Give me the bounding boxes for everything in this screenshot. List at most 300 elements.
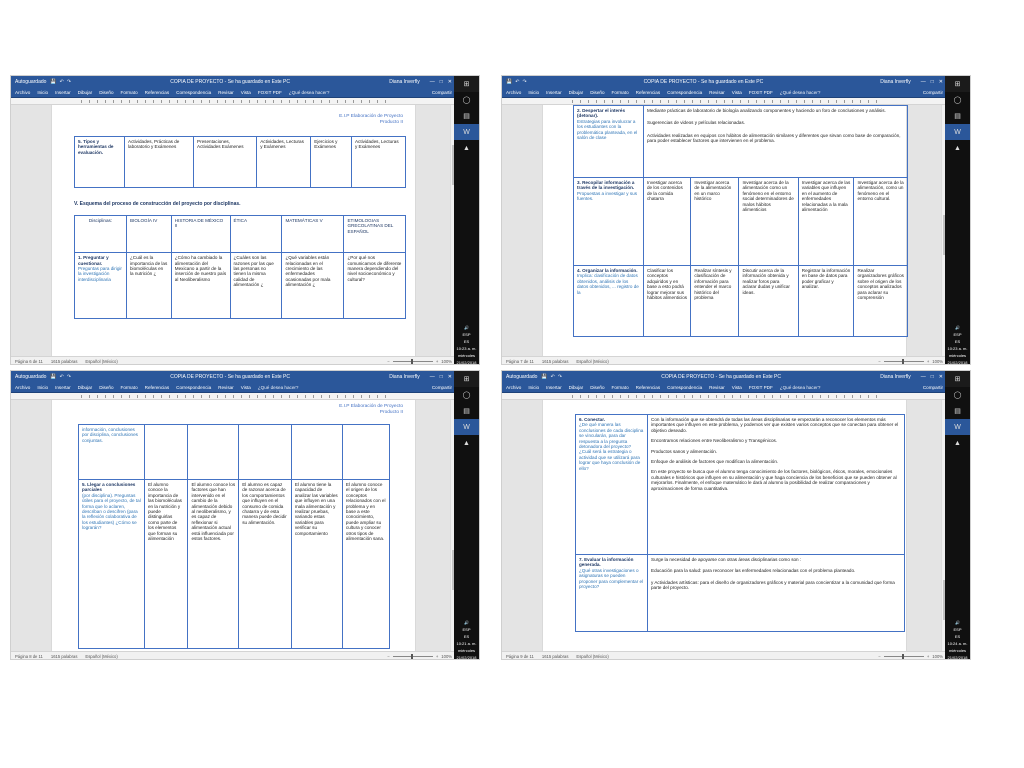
lang-sub: ES bbox=[954, 339, 961, 344]
ribbon-tabs bbox=[502, 383, 947, 393]
tab-dibujar[interactable]: Dibujar bbox=[568, 385, 584, 390]
window-controls bbox=[430, 79, 452, 85]
tab-inicio[interactable]: Inicio bbox=[528, 385, 540, 390]
cell-paragraph: Encontramos relaciones entre Neoliberalismo y Transgénicos. bbox=[651, 438, 778, 444]
tab-diseno[interactable]: Diseño bbox=[99, 90, 114, 95]
row-label-detail: Propuestas a investigar y sus fuentes. bbox=[577, 190, 638, 202]
zoom-control[interactable] bbox=[878, 654, 943, 659]
word-taskbar-icon[interactable]: W bbox=[945, 124, 970, 140]
table-cell: Actividades, Lecturas y Exámenes bbox=[257, 137, 311, 188]
clock-day: miércoles bbox=[457, 353, 476, 358]
header-title: E.I.P Elaboración de Proyecto bbox=[339, 114, 403, 119]
zoom-out-icon[interactable]: − bbox=[387, 359, 390, 364]
document-area bbox=[11, 105, 456, 356]
table-cell bbox=[342, 425, 389, 480]
tab-revisar[interactable]: Revisar bbox=[218, 90, 234, 95]
word-window-page7 bbox=[501, 75, 971, 365]
row-label: 6. Conectar. bbox=[579, 417, 606, 422]
undo-icon[interactable]: ↶ bbox=[515, 79, 520, 85]
undo-icon[interactable]: ↶ bbox=[59, 79, 64, 85]
close-icon[interactable]: ✕ bbox=[938, 79, 943, 85]
task-view-icon[interactable]: ▤ bbox=[954, 408, 961, 415]
tab-insertar[interactable]: Insertar bbox=[546, 385, 562, 390]
windows-start-icon[interactable]: ⊞ bbox=[454, 76, 479, 92]
zoom-slider[interactable] bbox=[393, 361, 433, 362]
save-icon[interactable]: 💾 bbox=[541, 374, 548, 380]
table-cell: Actividades, Lecturas y Exámenes bbox=[351, 137, 405, 188]
page-count[interactable]: Página 7 de 11 bbox=[506, 359, 534, 364]
ribbon-tabs bbox=[502, 88, 947, 98]
user-name[interactable]: Diana Inverfly bbox=[389, 374, 420, 380]
table-cell: ¿Qué variables están relacionadas en el crecimiento de las enfermedades ocasionadas por mala alimentación ¿ bbox=[282, 253, 344, 319]
header-title: E.I.P Elaboración de Proyecto bbox=[339, 404, 403, 409]
title-bar bbox=[502, 76, 947, 88]
status-bar bbox=[502, 356, 947, 365]
evaluation-table bbox=[74, 136, 406, 188]
row-label-detail: ¿De qué manera las conclusiones de cada disciplina se vincularán, para dar respuesta a la pregunta detonadora del proyecto? ¿Cuál será la estrategia o actividad que se utilizará para lograr que haya conclusión de ello? bbox=[579, 422, 644, 471]
tab-foxit-pdf[interactable]: FOXIT PDF bbox=[748, 385, 773, 390]
row-label-detail: Preguntas para dirigir la investigación interdisciplinaria bbox=[78, 266, 122, 282]
table-row bbox=[574, 266, 908, 337]
table-cell: Investigar acerca de la alimentación como un fenómeno en el entorno social determinadores de malos hábitos alimenticios bbox=[739, 178, 798, 266]
zoom-in-icon[interactable]: + bbox=[926, 359, 930, 364]
language-status[interactable]: Español (México) bbox=[85, 654, 118, 659]
photos-taskbar-icon[interactable]: ▲ bbox=[463, 439, 470, 447]
row-label-cell bbox=[576, 555, 648, 632]
maximize-icon[interactable]: □ bbox=[930, 374, 934, 380]
tell-me-search[interactable]: ¿Qué desea hacer? bbox=[288, 90, 330, 95]
row-label-detail: (por disciplina). Preguntas útiles para el proyecto, de tal forma que lo aclaren, describan o descifren (para la reflexión colaborativa de los estudiantes) ¿Cómo se lograrán? bbox=[82, 492, 141, 531]
close-icon[interactable]: ✕ bbox=[447, 79, 452, 85]
window-controls bbox=[430, 374, 452, 380]
tab-correspondencia[interactable]: Correspondencia bbox=[176, 385, 212, 390]
tell-me-search[interactable]: ¿Qué desea hacer? bbox=[779, 385, 821, 390]
tab-referencias[interactable]: Referencias bbox=[144, 385, 170, 390]
cell-paragraph: En este proyecto se busca que el alumno tenga conocimiento de los factores, biológicos, éticos, morales, emocionales culturales e históricos que influyen en su alimentación y que haga conciencia de los beneficios que se pueden obtener al mejorarlos. Finalmente, el enfoque matemático le dará al alumno la posibilidad de realizar comparaciones y aproximaciones de forma cuantitativa. bbox=[651, 469, 897, 491]
horizontal-ruler[interactable] bbox=[502, 98, 947, 105]
lang-indicator[interactable]: ESP bbox=[462, 627, 471, 632]
clock-day: miércoles bbox=[457, 648, 476, 653]
tab-diseno[interactable]: Diseño bbox=[99, 385, 114, 390]
zoom-level[interactable]: 100% bbox=[932, 359, 943, 364]
process-table bbox=[78, 424, 390, 649]
cell-paragraph: Productos sanos y alimentación. bbox=[651, 448, 718, 454]
horizontal-ruler[interactable] bbox=[11, 393, 456, 400]
system-tray bbox=[945, 324, 970, 365]
title-bar bbox=[11, 371, 456, 383]
title-bar bbox=[11, 76, 456, 88]
autosave-label[interactable]: Autoguardado bbox=[15, 374, 47, 380]
row-label-detail: Estrategias para involucrar a los estudiantes con la problemática planteada, en el salón de clase bbox=[577, 118, 638, 141]
volume-icon[interactable]: 🔊 bbox=[955, 620, 960, 625]
photos-taskbar-icon[interactable]: ▲ bbox=[954, 439, 961, 447]
row-label: 2. Despertar el interés (detonar). bbox=[577, 108, 626, 119]
clock-time[interactable]: 10:21 a. m. bbox=[456, 641, 477, 646]
tab-formato[interactable]: Formato bbox=[120, 90, 138, 95]
language-status[interactable]: Español (México) bbox=[85, 359, 118, 364]
table-cell: El alumno conoce el origen de los conceptos relacionados con el problema y en base a este conocimiento, puede ampliar su cultura y conocer otros tipos de alimentación sana. bbox=[342, 480, 389, 649]
clock-day: miércoles bbox=[948, 353, 967, 358]
windows-start-icon[interactable]: ⊞ bbox=[945, 76, 970, 92]
row-label: 4. Organizar la información. bbox=[577, 268, 638, 273]
clock-time[interactable]: 10:23 a. m. bbox=[947, 346, 968, 351]
table-cell: ¿Cómo ha cambiado la alimentación del Mexicano a partir de la inserción de nuestro país al Neoliberalismo bbox=[171, 253, 230, 319]
share-button[interactable]: Compartir bbox=[922, 90, 943, 95]
tell-me-search[interactable]: ¿Qué desea hacer? bbox=[779, 90, 821, 95]
table-cell: 5. Tipos y herramientas de evaluación. bbox=[75, 137, 125, 188]
column-header: ETIMOLOGIAS GRECOLATINAS DEL ESPAÑOL bbox=[344, 216, 406, 253]
word-app bbox=[11, 371, 456, 660]
windows-taskbar bbox=[945, 371, 970, 660]
window-controls bbox=[921, 374, 943, 380]
column-header: HISTORIA DE MÉXICO II bbox=[171, 216, 230, 253]
row-label-cell bbox=[574, 266, 644, 337]
tab-vista[interactable]: Vista bbox=[731, 385, 742, 390]
zoom-in-icon[interactable]: + bbox=[435, 654, 439, 659]
horizontal-ruler[interactable] bbox=[11, 98, 456, 105]
table-cell: Realizar organizadores gráficos sobre el origen de los conceptos analizados para aclarar su comprensión bbox=[854, 266, 908, 337]
table-row bbox=[79, 480, 390, 649]
table-row bbox=[75, 137, 406, 188]
word-app bbox=[11, 76, 456, 365]
language-status[interactable]: Español (México) bbox=[576, 654, 609, 659]
header-subtitle: Producto II bbox=[379, 410, 403, 415]
tab-revisar[interactable]: Revisar bbox=[709, 385, 725, 390]
quick-access-toolbar bbox=[50, 79, 71, 85]
redo-icon[interactable]: ↷ bbox=[66, 374, 72, 380]
tab-vista[interactable]: Vista bbox=[240, 385, 251, 390]
task-view-icon[interactable]: ▤ bbox=[463, 113, 470, 120]
process-table bbox=[575, 414, 905, 632]
document-title: COPIA DE PROYECTO - Se ha guardado en Este PC bbox=[170, 79, 290, 85]
tab-dibujar[interactable]: Dibujar bbox=[77, 385, 93, 390]
tab-archivo[interactable]: Archivo bbox=[506, 385, 522, 390]
zoom-out-icon[interactable]: − bbox=[878, 359, 881, 364]
autosave-label[interactable]: Autoguardado bbox=[15, 79, 47, 85]
word-app bbox=[502, 371, 947, 660]
table-cell: Investigar acerca de la alimentación, como un fenómeno en el entorno cultural. bbox=[854, 178, 908, 266]
table-cell: El alumno conoce los factores que han intervenido en el cambio de la alimentación debido al neoliberalismo, y es capaz de reflexionar si alimentación actual está influenciada por estos factores. bbox=[188, 480, 239, 649]
share-button[interactable]: Compartir bbox=[922, 385, 943, 390]
row-label: 5. Llegar a conclusiones parciales bbox=[82, 482, 136, 493]
cortana-icon[interactable]: ◯ bbox=[462, 392, 471, 399]
zoom-slider[interactable] bbox=[884, 656, 924, 657]
word-app bbox=[502, 76, 947, 365]
minimize-icon[interactable]: — bbox=[429, 374, 435, 380]
clock-date: 21/02/2018 bbox=[456, 655, 477, 660]
row-label: 3. Recopilar información a través de la investigación. bbox=[577, 180, 635, 191]
tab-referencias[interactable]: Referencias bbox=[144, 90, 170, 95]
table-row bbox=[574, 178, 908, 266]
zoom-control[interactable] bbox=[878, 359, 943, 364]
redo-icon[interactable]: ↷ bbox=[522, 79, 527, 85]
table-row bbox=[576, 415, 905, 555]
row-label-detail: ¿Qué otras investigaciones o asignaturas se pueden proponer para complementar el proyecto? bbox=[579, 567, 644, 590]
clock-date: 21/02/2018 bbox=[456, 360, 477, 365]
system-tray bbox=[945, 619, 970, 660]
tab-inicio[interactable]: Inicio bbox=[37, 385, 49, 390]
clock-day: miércoles bbox=[948, 648, 967, 653]
word-count[interactable]: 1615 palabras bbox=[50, 359, 78, 364]
table-cell: Investigar acerca de la alimentación en un marco histórico bbox=[691, 178, 739, 266]
user-name[interactable]: Diana Inverfly bbox=[880, 79, 911, 85]
minimize-icon[interactable]: — bbox=[920, 79, 926, 85]
cell-paragraph: Educación para la salud: para reconocer las enfermedades relacionadas con el problema planteado. bbox=[651, 568, 856, 574]
undo-icon[interactable]: ↶ bbox=[550, 374, 555, 380]
tab-referencias[interactable]: Referencias bbox=[635, 90, 661, 95]
tab-foxit-pdf[interactable]: FOXIT PDF bbox=[748, 90, 773, 95]
horizontal-ruler[interactable] bbox=[502, 393, 947, 400]
column-header: Disciplinas: bbox=[75, 216, 127, 253]
status-bar bbox=[11, 356, 456, 365]
tab-inicio[interactable]: Inicio bbox=[528, 90, 540, 95]
photos-taskbar-icon[interactable]: ▲ bbox=[954, 144, 961, 152]
clock-time[interactable]: 10:24 a. m. bbox=[947, 641, 968, 646]
row-label: 7. Evaluar la información generada. bbox=[579, 557, 634, 568]
table-cell bbox=[648, 555, 905, 632]
word-count[interactable]: 1615 palabras bbox=[541, 654, 569, 659]
table-cell: ¿Cuál es la importancia de las biomoléculas en la nutrición ¿ bbox=[127, 253, 172, 319]
autosave-label[interactable]: Autoguardado bbox=[506, 374, 538, 380]
save-icon[interactable]: 💾 bbox=[50, 374, 57, 380]
save-icon[interactable]: 💾 bbox=[506, 79, 513, 85]
row-label-cell bbox=[75, 253, 127, 319]
tab-vista[interactable]: Vista bbox=[240, 90, 251, 95]
document-page[interactable] bbox=[51, 105, 416, 356]
disciplines-table bbox=[74, 215, 406, 319]
table-cell: El alumno es capaz de razonar acerca de los comportamientos que influyen en el consumo de comida chatarra y de esta manera puede decidir su alimentación. bbox=[239, 480, 292, 649]
tab-formato[interactable]: Formato bbox=[611, 385, 629, 390]
lang-indicator[interactable]: ESP bbox=[462, 332, 471, 337]
lang-sub: ES bbox=[463, 339, 470, 344]
page-count[interactable]: Página 9 de 11 bbox=[506, 654, 534, 659]
quick-access-toolbar bbox=[506, 79, 527, 85]
redo-icon[interactable]: ↷ bbox=[557, 374, 563, 380]
page-count[interactable]: Página 6 de 11 bbox=[15, 359, 43, 364]
status-bar bbox=[11, 651, 456, 660]
table-cell: El alumno conoce la importancia de las biomoléculas en la nutrición y puede distinguirlas como parte de los elementos que forman su alimentación bbox=[145, 480, 188, 649]
table-cell: Investigar acerca de los contenidos de la comida chatarra bbox=[644, 178, 691, 266]
maximize-icon[interactable]: □ bbox=[930, 79, 934, 85]
tab-correspondencia[interactable]: Correspondencia bbox=[176, 90, 212, 95]
table-row bbox=[79, 425, 390, 480]
maximize-icon[interactable]: □ bbox=[439, 79, 443, 85]
tab-dibujar[interactable]: Dibujar bbox=[568, 90, 584, 95]
cell-paragraph: Mediante prácticas de laboratorio de biología analizando componentes y haciendo un foro de conclusiones y análisis. bbox=[647, 108, 886, 113]
tab-foxit-pdf[interactable]: FOXIT PDF bbox=[257, 90, 282, 95]
page-header bbox=[339, 404, 403, 416]
minimize-icon[interactable]: — bbox=[429, 79, 435, 85]
tab-correspondencia[interactable]: Correspondencia bbox=[667, 385, 703, 390]
word-window-page8 bbox=[10, 370, 480, 660]
cortana-icon[interactable]: ◯ bbox=[953, 392, 962, 399]
table-cell bbox=[644, 106, 908, 178]
column-header: BIOLOGÍA IV bbox=[127, 216, 172, 253]
maximize-icon[interactable]: □ bbox=[439, 374, 443, 380]
windows-taskbar bbox=[454, 76, 479, 365]
zoom-control[interactable] bbox=[387, 654, 452, 659]
table-cell: información, conclusiones por disciplina, conclusiones conjuntas. bbox=[79, 425, 145, 480]
tab-dibujar[interactable]: Dibujar bbox=[77, 90, 93, 95]
word-count[interactable]: 1615 palabras bbox=[541, 359, 569, 364]
document-title: COPIA DE PROYECTO - Se ha guardado en Este PC bbox=[170, 374, 290, 380]
tab-inicio[interactable]: Inicio bbox=[37, 90, 49, 95]
zoom-slider[interactable] bbox=[393, 656, 433, 657]
cortana-icon[interactable]: ◯ bbox=[953, 97, 962, 104]
row-label-cell bbox=[574, 178, 644, 266]
table-cell: Discutir acerca de la información obtenida y realizar foros para aclarar dudas y unificar ideas. bbox=[739, 266, 798, 337]
windows-start-icon[interactable]: ⊞ bbox=[945, 371, 970, 387]
lang-indicator[interactable]: ESP bbox=[953, 332, 962, 337]
document-title: COPIA DE PROYECTO - Se ha guardado en Este PC bbox=[661, 374, 781, 380]
tab-diseno[interactable]: Diseño bbox=[590, 90, 605, 95]
cell-paragraph: Actividades realizadas en equipos con hábitos de alimentación similares y diferentes que sirvan como base de comparación, para poder establecer factores que intervienen en el problema. bbox=[647, 132, 901, 144]
document-area bbox=[502, 105, 947, 356]
tab-archivo[interactable]: Archivo bbox=[15, 90, 31, 95]
table-cell: Realizar síntesis y clasificación de información para entender el marco histórico del problema bbox=[691, 266, 739, 337]
document-title: COPIA DE PROYECTO - Se ha guardado en Este PC bbox=[643, 79, 764, 85]
table-cell: Presentaciones, Actividades Exámenes bbox=[194, 137, 257, 188]
share-button[interactable]: Compartir bbox=[431, 90, 452, 95]
clock-date: 21/02/2018 bbox=[947, 360, 968, 365]
volume-icon[interactable]: 🔊 bbox=[955, 325, 960, 330]
document-area bbox=[502, 400, 947, 651]
minimize-icon[interactable]: — bbox=[920, 374, 926, 380]
page-count[interactable]: Página 8 de 11 bbox=[15, 654, 43, 659]
zoom-in-icon[interactable]: + bbox=[926, 654, 930, 659]
table-cell: El alumno tiene la capacidad de analizar las variables que influyen en una mala alimentación y realizar pruebas, variando estas variables para verificar su comportamiento bbox=[291, 480, 342, 649]
cell-paragraph: y Actividades artísticas: para el diseño de organizadores gráficos y material para concientizar a la comunidad que forma parte del proyecto. bbox=[651, 579, 895, 591]
table-cell: Investigar acerca de las variables que influyen en el aumento de enfermedades relacionadas a la mala alimentación bbox=[798, 178, 854, 266]
window-controls bbox=[921, 79, 943, 85]
task-view-icon[interactable]: ▤ bbox=[954, 113, 961, 120]
row-label-cell bbox=[574, 106, 644, 178]
cell-paragraph: Enfoque de análisis de factores que modifican la alimentación. bbox=[651, 459, 779, 465]
user-name[interactable]: Diana Inverfly bbox=[389, 79, 420, 85]
photos-taskbar-icon[interactable]: ▲ bbox=[463, 144, 470, 152]
table-cell bbox=[291, 425, 342, 480]
tell-me-search[interactable]: ¿Qué desea hacer? bbox=[257, 385, 299, 390]
windows-taskbar bbox=[454, 371, 479, 660]
tab-formato[interactable]: Formato bbox=[120, 385, 138, 390]
table-cell bbox=[648, 415, 905, 555]
zoom-level[interactable]: 100% bbox=[441, 654, 452, 659]
tab-referencias[interactable]: Referencias bbox=[635, 385, 661, 390]
tab-formato[interactable]: Formato bbox=[611, 90, 629, 95]
document-area bbox=[11, 400, 456, 651]
word-taskbar-icon[interactable]: W bbox=[945, 419, 970, 435]
tab-insertar[interactable]: Insertar bbox=[55, 385, 71, 390]
save-icon[interactable]: 💾 bbox=[50, 79, 57, 85]
volume-icon[interactable]: 🔊 bbox=[464, 620, 469, 625]
table-cell: Clasificar los conceptos adquiridos y en base a esto podrá lograr mejorar sus hábitos alimenticios bbox=[644, 266, 691, 337]
cortana-icon[interactable]: ◯ bbox=[462, 97, 471, 104]
windows-start-icon[interactable]: ⊞ bbox=[454, 371, 479, 387]
table-cell bbox=[145, 425, 188, 480]
ribbon-tabs bbox=[11, 88, 456, 98]
zoom-level[interactable]: 100% bbox=[441, 359, 452, 364]
system-tray bbox=[454, 619, 479, 660]
document-page[interactable] bbox=[51, 400, 416, 651]
page-header bbox=[339, 114, 403, 126]
tab-revisar[interactable]: Revisar bbox=[218, 385, 234, 390]
zoom-out-icon[interactable]: − bbox=[387, 654, 390, 659]
status-bar bbox=[502, 651, 947, 660]
table-cell bbox=[239, 425, 292, 480]
zoom-in-icon[interactable]: + bbox=[435, 359, 439, 364]
zoom-slider[interactable] bbox=[884, 361, 924, 362]
volume-icon[interactable]: 🔊 bbox=[464, 325, 469, 330]
quick-access-toolbar bbox=[50, 374, 71, 380]
clock-time[interactable]: 10:23 a. m. bbox=[456, 346, 477, 351]
row-label-detail: Implica: clasificación de datos obtenidos, análisis de los datos obtenidos, ... registro de la bbox=[577, 273, 639, 295]
zoom-control[interactable] bbox=[387, 359, 452, 364]
section-title: V. Esquema del proceso de construcción del proyecto por disciplinas. bbox=[74, 201, 241, 207]
lang-sub: ES bbox=[954, 634, 961, 639]
word-window-page6 bbox=[10, 75, 480, 365]
tab-correspondencia[interactable]: Correspondencia bbox=[667, 90, 703, 95]
table-cell: ¿Por qué nos comunicamos de diferente manera dependiendo del nivel socioeconómico y cultural? bbox=[344, 253, 406, 319]
title-bar bbox=[502, 371, 947, 383]
table-cell: ¿Cuáles son las razones por las que las personas no tienen la misma calidad de alimentación ¿ bbox=[230, 253, 282, 319]
share-button[interactable]: Compartir bbox=[431, 385, 452, 390]
table-cell: Actividades, Prácticas de laboratorio y Exámenes bbox=[125, 137, 194, 188]
word-taskbar-icon[interactable]: W bbox=[454, 419, 479, 435]
system-tray bbox=[454, 324, 479, 365]
undo-icon[interactable]: ↶ bbox=[59, 374, 64, 380]
document-page[interactable] bbox=[542, 400, 907, 651]
tab-insertar[interactable]: Insertar bbox=[546, 90, 562, 95]
clock-date: 21/02/2018 bbox=[947, 655, 968, 660]
cell-paragraph: Surge la necesidad de apoyarse con otras áreas disciplinarias como son : bbox=[651, 557, 802, 562]
tab-diseno[interactable]: Diseño bbox=[590, 385, 605, 390]
table-row bbox=[75, 253, 406, 319]
cell-paragraph: Sugerencias de videos y películas relacionadas. bbox=[647, 120, 746, 126]
cell-paragraph: Con la información que se obtendrá de todas las áreas disciplinarias se empezarán a reconocer los elementos más importantes que influyen en este problema, y podemos ver que existen varios conceptos que se conectan para obtener el objetivo deseado. bbox=[651, 417, 899, 433]
windows-taskbar bbox=[945, 76, 970, 365]
ribbon-tabs bbox=[11, 383, 456, 393]
tab-archivo[interactable]: Archivo bbox=[506, 90, 522, 95]
task-view-icon[interactable]: ▤ bbox=[463, 408, 470, 415]
tab-vista[interactable]: Vista bbox=[731, 90, 742, 95]
header-subtitle: Producto II bbox=[379, 120, 403, 125]
table-cell: Registrar la información en base de datos para poder graficar y analizar. bbox=[798, 266, 854, 337]
close-icon[interactable]: ✕ bbox=[938, 374, 943, 380]
zoom-out-icon[interactable]: − bbox=[878, 654, 881, 659]
user-name[interactable]: Diana Inverfly bbox=[880, 374, 911, 380]
column-header: MATEMÁTICAS V bbox=[282, 216, 344, 253]
lang-indicator[interactable]: ESP bbox=[953, 627, 962, 632]
process-table bbox=[573, 105, 908, 337]
language-status[interactable]: Español (México) bbox=[576, 359, 609, 364]
tab-archivo[interactable]: Archivo bbox=[15, 385, 31, 390]
table-header-row bbox=[75, 216, 406, 253]
lang-sub: ES bbox=[463, 634, 470, 639]
table-cell: Ejercicios y Exámenes bbox=[311, 137, 352, 188]
redo-icon[interactable]: ↷ bbox=[66, 79, 72, 85]
word-taskbar-icon[interactable]: W bbox=[454, 124, 479, 140]
tab-insertar[interactable]: Insertar bbox=[55, 90, 71, 95]
word-count[interactable]: 1615 palabras bbox=[50, 654, 78, 659]
document-page[interactable] bbox=[542, 105, 907, 356]
tab-revisar[interactable]: Revisar bbox=[709, 90, 725, 95]
row-label-cell bbox=[576, 415, 648, 555]
table-row bbox=[574, 106, 908, 178]
row-label: 1. Preguntar y cuestionar. bbox=[78, 255, 109, 266]
close-icon[interactable]: ✕ bbox=[447, 374, 452, 380]
zoom-level[interactable]: 100% bbox=[932, 654, 943, 659]
row-label-cell bbox=[79, 480, 145, 649]
